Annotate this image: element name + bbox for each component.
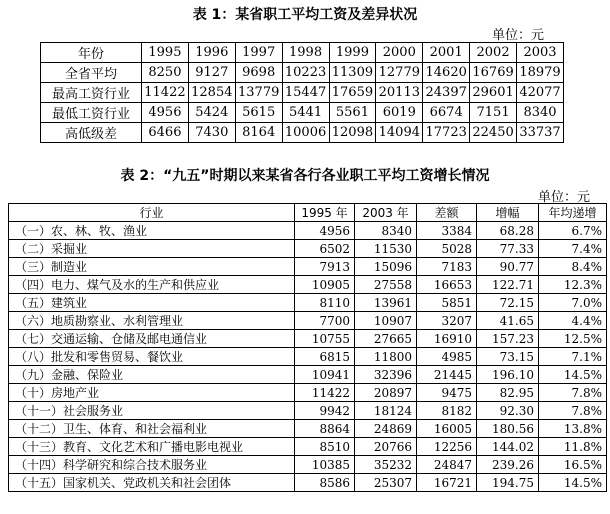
table2-cell-2003: 20766 xyxy=(355,438,417,456)
table1-cell: 17659 xyxy=(329,83,376,103)
table2-cell-1995: 8110 xyxy=(295,294,355,312)
table2-cell-annual-growth: 14.5% xyxy=(539,474,607,492)
table2-cell-growth: 92.30 xyxy=(477,402,539,420)
table2-cell-difference: 24847 xyxy=(417,456,477,474)
table1-row-label: 最高工资行业 xyxy=(41,83,142,103)
table2-cell-growth: 180.56 xyxy=(477,420,539,438)
table1-cell: 9127 xyxy=(188,63,235,83)
table2-cell-difference: 16721 xyxy=(417,474,477,492)
table2-cell-annual-growth: 6.7% xyxy=(539,222,607,240)
table2-cell-difference: 3384 xyxy=(417,222,477,240)
table2-cell-2003: 11530 xyxy=(355,240,417,258)
table1-cell: 29601 xyxy=(470,83,517,103)
table1-cell: 5424 xyxy=(188,103,235,123)
table2-cell-industry: （十二）卫生、体育、和社会福利业 xyxy=(9,420,295,438)
table2-cell-difference: 8182 xyxy=(417,402,477,420)
table1-year-header: 2003 xyxy=(517,43,564,63)
table2-cell-growth: 68.28 xyxy=(477,222,539,240)
table1-cell: 11309 xyxy=(329,63,376,83)
table2-cell-annual-growth: 13.8% xyxy=(539,420,607,438)
table2-cell-2003: 20897 xyxy=(355,384,417,402)
table2-cell-1995: 8510 xyxy=(295,438,355,456)
table2-cell-industry: （四）电力、煤气及水的生产和供应业 xyxy=(9,276,295,294)
table1-header-year-label: 年份 xyxy=(41,43,142,63)
table2-cell-industry: （五）建筑业 xyxy=(9,294,295,312)
table2-cell-annual-growth: 12.5% xyxy=(539,330,607,348)
table2-cell-industry: （七）交通运输、仓储及邮电通信业 xyxy=(9,330,295,348)
table2-cell-annual-growth: 12.3% xyxy=(539,276,607,294)
table1-year-header: 1998 xyxy=(282,43,329,63)
table2-row xyxy=(9,348,607,366)
table2-cell-annual-growth: 11.8% xyxy=(539,438,607,456)
table2-cell-2003: 24869 xyxy=(355,420,417,438)
table2-row xyxy=(9,330,607,348)
table1-cell: 13779 xyxy=(235,83,282,103)
table1-cell: 6019 xyxy=(376,103,423,123)
table2-cell-difference: 5028 xyxy=(417,240,477,258)
table2-cell-industry: （八）批发和零售贸易、餐饮业 xyxy=(9,348,295,366)
table2-cell-annual-growth: 7.4% xyxy=(539,240,607,258)
table2-cell-growth: 157.23 xyxy=(477,330,539,348)
table2-cell-2003: 27558 xyxy=(355,276,417,294)
table2-cell-growth: 82.95 xyxy=(477,384,539,402)
table2-cell-1995: 10941 xyxy=(295,366,355,384)
table2-cell-growth: 122.71 xyxy=(477,276,539,294)
table2-cell-growth: 194.75 xyxy=(477,474,539,492)
table1-year-header: 2001 xyxy=(423,43,470,63)
table2-cell-2003: 11800 xyxy=(355,348,417,366)
table1-cell: 5561 xyxy=(329,103,376,123)
table1-cell: 4956 xyxy=(142,103,189,123)
table2-cell-2003: 18124 xyxy=(355,402,417,420)
industry-salary-growth-table xyxy=(8,203,607,492)
table2-cell-1995: 9942 xyxy=(295,402,355,420)
table1-cell: 10223 xyxy=(282,63,329,83)
table2-cell-growth: 77.33 xyxy=(477,240,539,258)
table1-row-label: 全省平均 xyxy=(41,63,142,83)
table2-row xyxy=(9,258,607,276)
table2-cell-difference: 7183 xyxy=(417,258,477,276)
table1-year-header: 2000 xyxy=(376,43,423,63)
table2-cell-difference: 16653 xyxy=(417,276,477,294)
table1-row-label: 最低工资行业 xyxy=(41,103,142,123)
table2-header-industry: 行业 xyxy=(9,204,295,222)
table1-cell: 12098 xyxy=(329,123,376,143)
table1-cell: 42077 xyxy=(517,83,564,103)
table1-cell: 12779 xyxy=(376,63,423,83)
table2-header-annual-growth: 年均递增 xyxy=(539,204,607,222)
table2-cell-industry: （十四）科学研究和综合技术服务业 xyxy=(9,456,295,474)
table1-header-row xyxy=(41,43,564,63)
table1-cell: 16769 xyxy=(470,63,517,83)
table1-row xyxy=(41,123,564,143)
table1-title: 表 1：某省职工平均工资及差异状况 xyxy=(192,7,418,23)
table2-cell-annual-growth: 7.1% xyxy=(539,348,607,366)
table1-cell: 6466 xyxy=(142,123,189,143)
table2-cell-growth: 239.26 xyxy=(477,456,539,474)
table2-cell-growth: 72.15 xyxy=(477,294,539,312)
table1-row xyxy=(41,63,564,83)
table2-cell-difference: 5851 xyxy=(417,294,477,312)
table2-cell-industry: （二）采掘业 xyxy=(9,240,295,258)
table2-row xyxy=(9,240,607,258)
table2-cell-1995: 7913 xyxy=(295,258,355,276)
table2-title: 表 2：“九五”时期以来某省各行各业职工平均工资增长情况 xyxy=(120,168,490,184)
table2-cell-difference: 3207 xyxy=(417,312,477,330)
table2-header-difference: 差额 xyxy=(417,204,477,222)
table1-cell: 8250 xyxy=(142,63,189,83)
table2-cell-difference: 4985 xyxy=(417,348,477,366)
table2-row xyxy=(9,276,607,294)
table2-unit: 单位：元 xyxy=(538,190,591,205)
table1-cell: 7430 xyxy=(188,123,235,143)
table2-cell-industry: （三）制造业 xyxy=(9,258,295,276)
table2-cell-1995: 6815 xyxy=(295,348,355,366)
table2-row xyxy=(9,402,607,420)
table2-cell-difference: 16910 xyxy=(417,330,477,348)
table2-cell-industry: （十五）国家机关、党政机关和社会团体 xyxy=(9,474,295,492)
table2-cell-annual-growth: 7.0% xyxy=(539,294,607,312)
table2-row xyxy=(9,366,607,384)
table2-cell-industry: （六）地质勘察业、水利管理业 xyxy=(9,312,295,330)
table2-cell-growth: 73.15 xyxy=(477,348,539,366)
table2-cell-2003: 10907 xyxy=(355,312,417,330)
table1-cell: 6674 xyxy=(423,103,470,123)
table1-cell: 24397 xyxy=(423,83,470,103)
table2-cell-1995: 8864 xyxy=(295,420,355,438)
table2-cell-1995: 7700 xyxy=(295,312,355,330)
table1-cell: 7151 xyxy=(470,103,517,123)
table2-row xyxy=(9,456,607,474)
table1-unit: 单位：元 xyxy=(492,28,545,43)
table1-cell: 10006 xyxy=(282,123,329,143)
table2-cell-growth: 41.65 xyxy=(477,312,539,330)
table2-row xyxy=(9,438,607,456)
table2-cell-1995: 6502 xyxy=(295,240,355,258)
table2-row xyxy=(9,222,607,240)
table1-row xyxy=(41,103,564,123)
table1-year-header: 1999 xyxy=(329,43,376,63)
table1-year-header: 1996 xyxy=(188,43,235,63)
table2-cell-1995: 10755 xyxy=(295,330,355,348)
table2-cell-2003: 32396 xyxy=(355,366,417,384)
table2-row xyxy=(9,294,607,312)
table1-row xyxy=(41,83,564,103)
table2-cell-industry: （一）农、林、牧、渔业 xyxy=(9,222,295,240)
table2-row xyxy=(9,474,607,492)
table2-cell-2003: 8340 xyxy=(355,222,417,240)
table2-cell-growth: 196.10 xyxy=(477,366,539,384)
table1-year-header: 1995 xyxy=(142,43,189,63)
table1-cell: 18979 xyxy=(517,63,564,83)
table2-cell-difference: 21445 xyxy=(417,366,477,384)
table2-cell-industry: （十三）教育、文化艺术和广播电影电视业 xyxy=(9,438,295,456)
table2-cell-annual-growth: 7.8% xyxy=(539,384,607,402)
table1-cell: 14620 xyxy=(423,63,470,83)
table1-cell: 12854 xyxy=(188,83,235,103)
table1-year-header: 2002 xyxy=(470,43,517,63)
table2-cell-2003: 15096 xyxy=(355,258,417,276)
table2-cell-1995: 11422 xyxy=(295,384,355,402)
table2-cell-difference: 12256 xyxy=(417,438,477,456)
table1-cell: 22450 xyxy=(470,123,517,143)
table2-cell-growth: 144.02 xyxy=(477,438,539,456)
table2-cell-annual-growth: 8.4% xyxy=(539,258,607,276)
table1-cell: 14094 xyxy=(376,123,423,143)
table2-cell-2003: 25307 xyxy=(355,474,417,492)
table2-cell-industry: （十一）社会服务业 xyxy=(9,402,295,420)
table2-cell-industry: （九）金融、保险业 xyxy=(9,366,295,384)
table2-cell-2003: 27665 xyxy=(355,330,417,348)
table2-cell-2003: 35232 xyxy=(355,456,417,474)
table1-cell: 15447 xyxy=(282,83,329,103)
table1-cell: 5615 xyxy=(235,103,282,123)
table2-cell-difference: 9475 xyxy=(417,384,477,402)
table2-cell-industry: （十）房地产业 xyxy=(9,384,295,402)
table2-header-growth: 增幅 xyxy=(477,204,539,222)
table2-row xyxy=(9,312,607,330)
table2-cell-annual-growth: 16.5% xyxy=(539,456,607,474)
table1-cell: 17723 xyxy=(423,123,470,143)
salary-difference-table xyxy=(40,42,564,143)
table1-cell: 20113 xyxy=(376,83,423,103)
table2-row xyxy=(9,420,607,438)
table1-cell: 8164 xyxy=(235,123,282,143)
table2-cell-annual-growth: 4.4% xyxy=(539,312,607,330)
table2-cell-annual-growth: 7.8% xyxy=(539,402,607,420)
table2-header-1995: 1995 年 xyxy=(295,204,355,222)
table2-header-2003: 2003 年 xyxy=(355,204,417,222)
table2-header-row xyxy=(9,204,607,222)
table1-year-header: 1997 xyxy=(235,43,282,63)
table2-cell-1995: 10385 xyxy=(295,456,355,474)
table1-cell: 11422 xyxy=(142,83,189,103)
table2-cell-growth: 90.77 xyxy=(477,258,539,276)
table2-cell-1995: 4956 xyxy=(295,222,355,240)
table1-row-label: 高低级差 xyxy=(41,123,142,143)
table2-cell-1995: 8586 xyxy=(295,474,355,492)
table2-row xyxy=(9,384,607,402)
table1-cell: 9698 xyxy=(235,63,282,83)
table1-cell: 5441 xyxy=(282,103,329,123)
table1-cell: 8340 xyxy=(517,103,564,123)
table1-cell: 33737 xyxy=(517,123,564,143)
table2-cell-2003: 13961 xyxy=(355,294,417,312)
table2-cell-difference: 16005 xyxy=(417,420,477,438)
table2-cell-1995: 10905 xyxy=(295,276,355,294)
table2-cell-annual-growth: 14.5% xyxy=(539,366,607,384)
